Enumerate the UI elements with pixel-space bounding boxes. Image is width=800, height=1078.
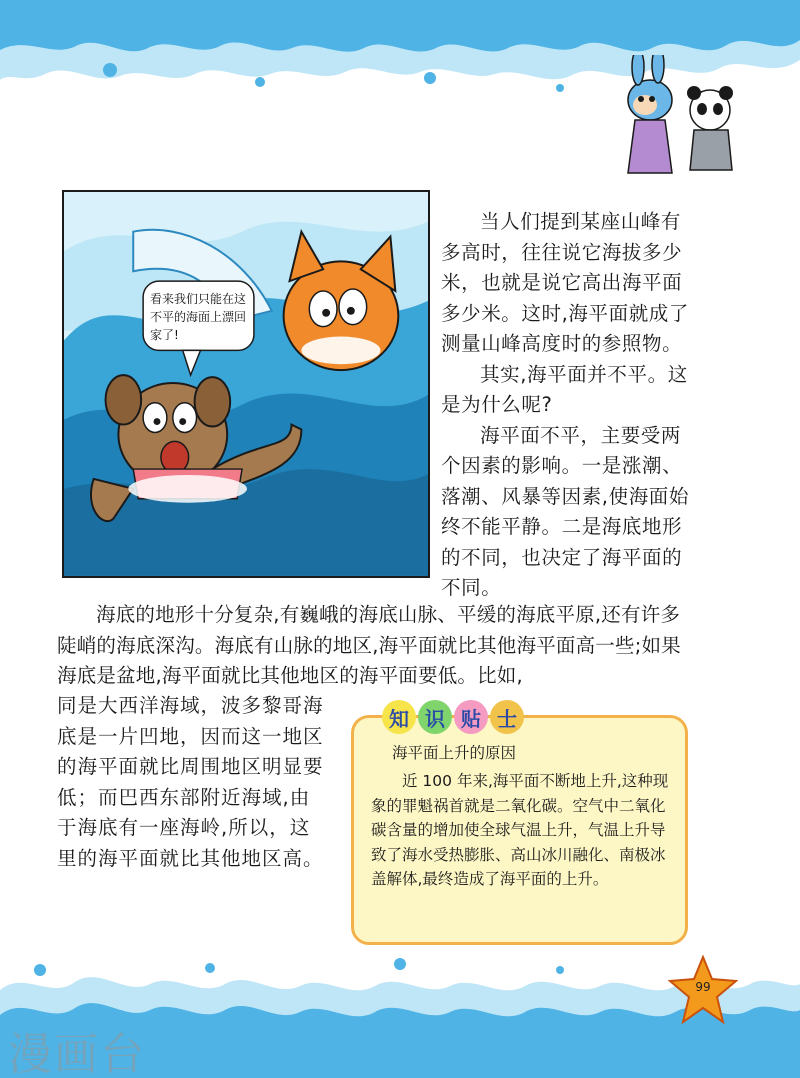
mascot-rabbit-panda-icon	[590, 55, 790, 175]
comic-illustration	[62, 190, 430, 578]
paragraph-3: 海平面不平，主要受两个因素的影响。一是涨潮、落潮、风暴等因素,使海面始终不能平静。二是海底地形的不同，也决定了海平面的不同。	[441, 423, 689, 599]
badge-char: 士	[490, 700, 524, 734]
paragraph-4: 海底的地形十分复杂,有巍峨的海底山脉、平缓的海底平原,还有许多陡峭的海底深沟。海底有山脉的地区,海平面就比其他海平面高一些;如果海底是盆地,海平面就比其他地区的海平面要低。比如,	[57, 603, 681, 687]
page-number: 99	[695, 980, 711, 994]
paragraph-2: 其实,海平面并不平。这是为什么呢?	[441, 362, 688, 416]
knowledge-tip-box	[351, 715, 688, 945]
tip-body: 近 100 年来,海平面不断地上升,这种现象的罪魁祸首就是二氧化碳。空气中二氧化碳含量的增加使全球气温上升，气温上升导致了海水受热膨胀、高山冰川融化、南极冰盖解体,最终造成了海平面的上升。	[371, 772, 669, 888]
knowledge-tip-badge	[382, 700, 524, 740]
badge-char: 识	[418, 700, 452, 734]
speech-bubble-text: 看来我们只能在这不平的海面上漂回家了!	[150, 292, 247, 342]
article-right-column	[441, 207, 693, 604]
paragraph-1: 当人们提到某座山峰有多高时，往往说它海拔多少米，也就是说它高出海平面多少米。这时,海平面就成了测量山峰高度时的参照物。	[441, 210, 689, 355]
tip-title: 海平面上升的原因	[392, 744, 517, 762]
paragraph-5: 同是大西洋海域，波多黎哥海底是一片凹地，因而这一地区的海平面就比周围地区明显要低；而巴西东部附近海域,由于海底有一座海岭,所以，这里的海平面就比其他地区高。	[57, 694, 324, 870]
cat-and-dog-swimming-icon	[64, 192, 428, 576]
badge-char: 贴	[454, 700, 488, 734]
badge-char: 知	[382, 700, 416, 734]
watermark: 漫画台	[8, 1029, 146, 1078]
